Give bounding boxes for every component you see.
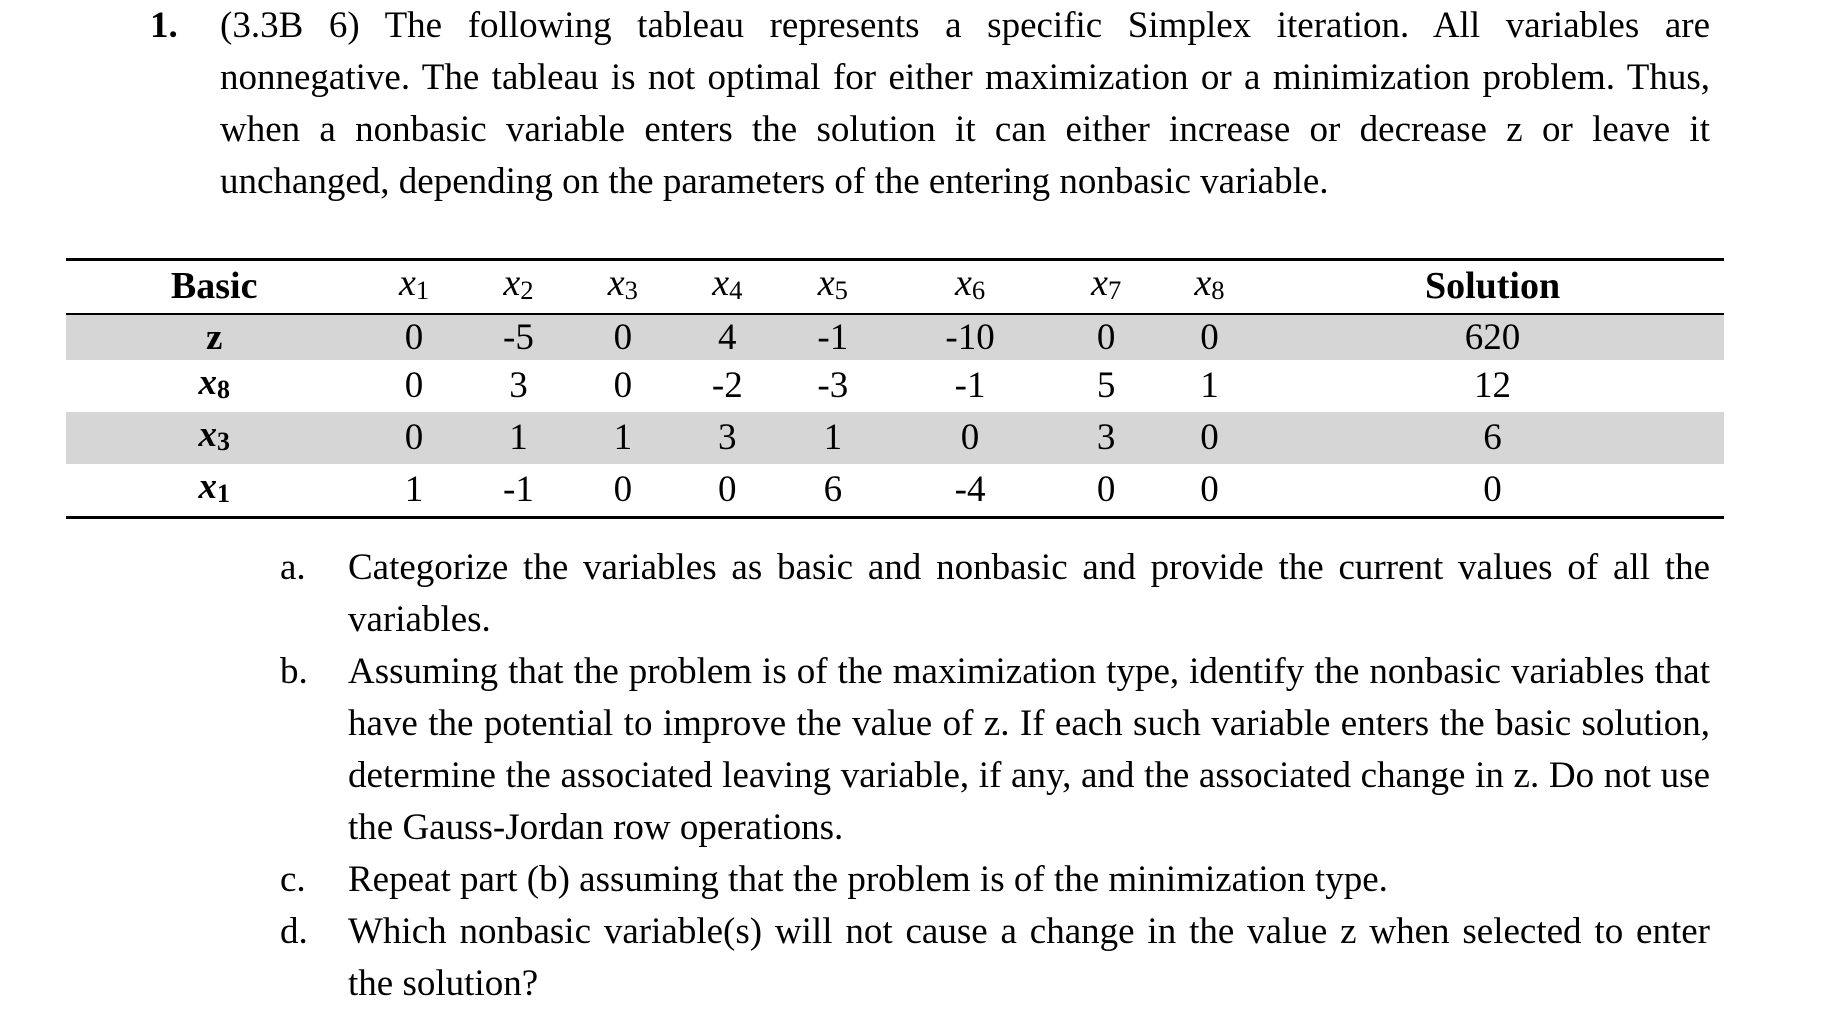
part-a-text: Categorize the variables as basic and nonbasic and provide the current values of all the variables. xyxy=(348,547,1710,640)
cell-z-x8: 0 xyxy=(1158,314,1261,360)
row-label-x8 xyxy=(66,360,362,412)
header-x8-base: x xyxy=(1194,262,1212,304)
cell-x1-x2: -1 xyxy=(503,469,534,511)
header-x6 xyxy=(886,260,1055,314)
header-x7-base: x xyxy=(1091,262,1108,304)
problem-statement: (3.3B 6) The following tableau represents a specific Simplex iteration. All variables are nonnegative. The tableau is not optimal for either maximization or a minimization problem. Thus, when a nonbasic variable enters the solution it can either increase or decrease z or leave it unchanged, depending on the parameters of the entering nonbasic variable. xyxy=(220,5,1710,202)
cell-x1-x8: 0 xyxy=(1200,469,1219,511)
tableau-row-x1 xyxy=(66,464,1724,517)
cell-x1-x6: -4 xyxy=(954,469,986,511)
row-label-x3-sub: 3 xyxy=(216,426,230,456)
header-x6-base: x xyxy=(954,262,972,304)
header-x4 xyxy=(675,260,781,314)
cell-x1-x5: 6 xyxy=(823,469,843,511)
row-label-x3 xyxy=(66,412,362,464)
part-b-text: Assuming that the problem is of the maximization type, identify the nonbasic variables that have the potential to improve the value of z. If each such variable enters the basic solution, determine the associated leaving variable, if any, and the associated change in z. Do not use the Gauss-Jordan row operations. xyxy=(348,651,1710,848)
cell-z-x7: 0 xyxy=(1055,314,1158,360)
cell-x8-x8: 1 xyxy=(1200,365,1219,407)
header-x8-sub: 8 xyxy=(1211,274,1225,305)
row-label-x8-base: x xyxy=(198,361,217,403)
cell-x1-x1: 1 xyxy=(404,469,424,511)
part-a xyxy=(280,542,1710,646)
row-label-z: z xyxy=(66,314,362,360)
cell-z-x1: 0 xyxy=(362,314,465,360)
part-d xyxy=(280,906,1710,1010)
cell-x1-x3: 0 xyxy=(613,469,633,511)
row-label-x1-sub: 1 xyxy=(216,478,230,508)
header-x2 xyxy=(466,260,572,314)
part-c xyxy=(280,854,1710,906)
header-x4-base: x xyxy=(712,262,730,304)
cell-x8-x3: 0 xyxy=(613,365,633,407)
header-x5-sub: 5 xyxy=(834,274,848,305)
cell-x3-x5: 1 xyxy=(780,412,886,464)
header-x7 xyxy=(1055,260,1158,314)
cell-x1-x4: 0 xyxy=(718,469,737,511)
part-c-text: Repeat part (b) assuming that the problem is of the minimization type. xyxy=(348,859,1388,900)
cell-x1-x7: 0 xyxy=(1096,469,1116,511)
header-x2-base: x xyxy=(503,262,521,304)
row-label-x1-base: x xyxy=(198,465,217,507)
cell-z-x4: 4 xyxy=(675,314,781,360)
cell-x8-x2: 3 xyxy=(509,365,528,407)
cell-z-x3: 0 xyxy=(571,314,674,360)
tableau-row-x8 xyxy=(66,360,1724,412)
header-basic: Basic xyxy=(170,265,258,308)
cell-x8-x4: -2 xyxy=(711,365,743,407)
cell-x3-x7: 3 xyxy=(1055,412,1158,464)
problem-number: 1. xyxy=(150,5,178,46)
part-d-letter: d. xyxy=(280,911,308,952)
part-a-letter: a. xyxy=(280,547,306,588)
cell-z-x2: -5 xyxy=(466,314,572,360)
cell-z-x5: -1 xyxy=(780,314,886,360)
tableau-header-row xyxy=(66,260,1724,314)
header-solution: Solution xyxy=(1424,265,1561,308)
header-x8 xyxy=(1158,260,1261,314)
part-c-letter: c. xyxy=(280,859,306,900)
cell-x3-x6: 0 xyxy=(886,412,1055,464)
part-b-letter: b. xyxy=(280,651,308,692)
header-x1-sub: 1 xyxy=(415,274,430,305)
problem-parts xyxy=(280,542,1710,1010)
header-x6-sub: 6 xyxy=(971,274,986,305)
cell-x3-x2: 1 xyxy=(466,412,572,464)
row-label-x1 xyxy=(66,464,362,517)
header-x5-base: x xyxy=(817,262,835,304)
cell-x1-solution: 0 xyxy=(1483,469,1502,511)
row-label-x8-sub: 8 xyxy=(216,374,230,404)
tableau-row-z xyxy=(66,314,1724,360)
cell-x8-x5: -3 xyxy=(817,365,849,407)
header-x3 xyxy=(571,260,674,314)
row-label-x3-base: x xyxy=(198,413,217,455)
header-x1 xyxy=(362,260,465,314)
cell-x8-x7: 5 xyxy=(1096,365,1116,407)
simplex-tableau xyxy=(66,258,1724,519)
cell-x3-solution: 6 xyxy=(1261,412,1724,464)
header-x3-base: x xyxy=(607,262,625,304)
header-x7-sub: 7 xyxy=(1107,274,1122,305)
cell-x3-x3: 1 xyxy=(571,412,674,464)
cell-x8-x1: 0 xyxy=(404,365,424,407)
part-d-text: Which nonbasic variable(s) will not cause a change in the value z when selected to enter the solution? xyxy=(348,911,1710,1004)
part-b xyxy=(280,646,1710,854)
tableau-row-x3 xyxy=(66,412,1724,464)
cell-z-x6: -10 xyxy=(886,314,1055,360)
cell-x3-x1: 0 xyxy=(362,412,465,464)
cell-x3-x4: 3 xyxy=(675,412,781,464)
header-x3-sub: 3 xyxy=(624,274,638,305)
header-x5 xyxy=(780,260,886,314)
header-x4-sub: 4 xyxy=(729,274,743,305)
cell-x8-x6: -1 xyxy=(954,365,986,407)
cell-x8-solution: 12 xyxy=(1474,365,1512,407)
cell-x3-x8: 0 xyxy=(1158,412,1261,464)
header-x1-base: x xyxy=(398,262,416,304)
cell-z-solution: 620 xyxy=(1261,314,1724,360)
header-x2-sub: 2 xyxy=(520,274,534,305)
